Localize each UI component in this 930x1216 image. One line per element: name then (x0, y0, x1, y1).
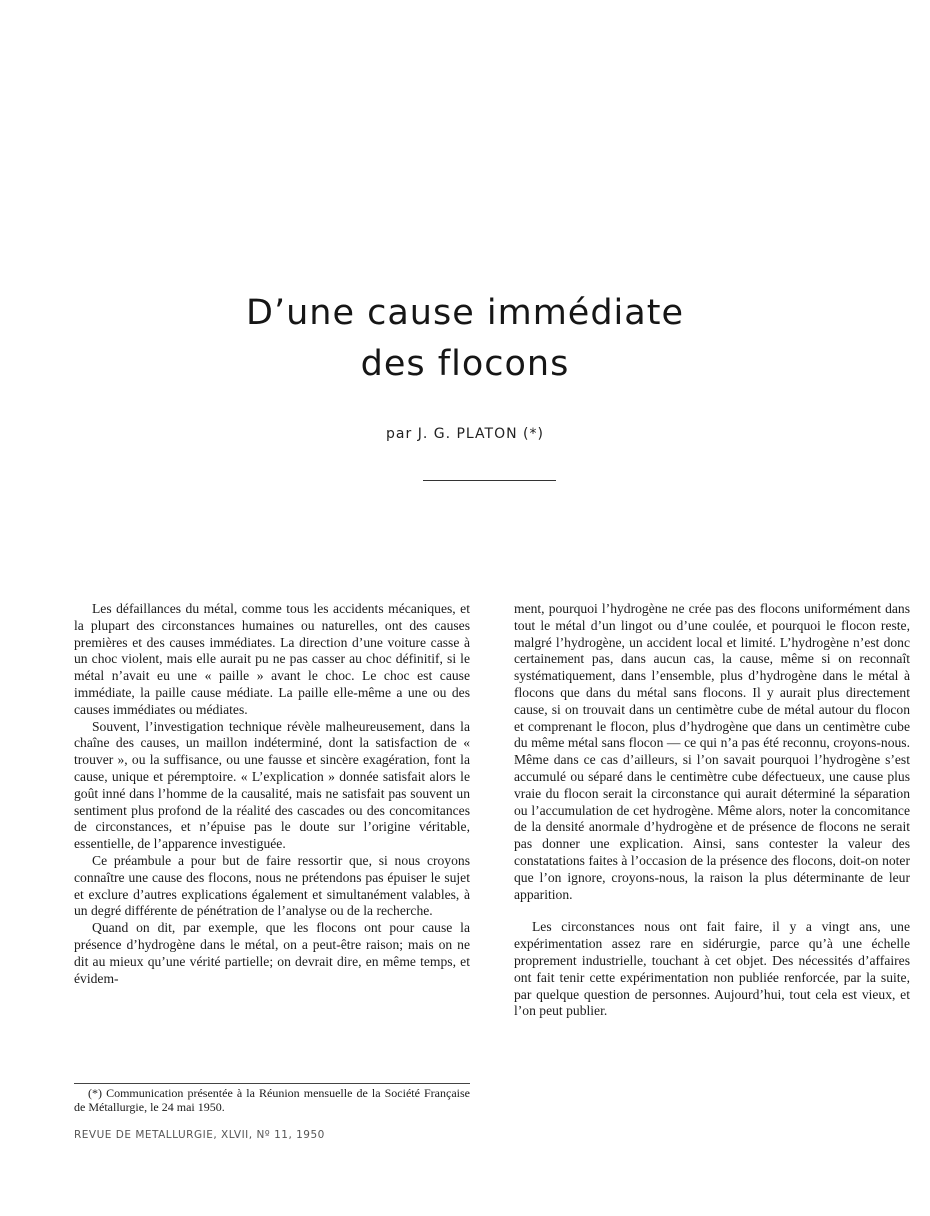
paragraph: Les défaillances du métal, comme tous les accidents mécaniques, et la plupart des circonstances humaines ou naturelles, ont des causes premières et des causes immédiates. La direction d’une voiture casse à un choc violent, mais elle aurait pu ne pas casser au choc définitif, si le métal n’avait eu une « paille » avant le choc. Le choc est cause immédiate, la paille cause médiate. La paille elle-même a une ou des causes immédiates ou médiates. (74, 601, 470, 717)
article-title (0, 288, 930, 390)
footnote (74, 1083, 470, 1114)
paragraph: Souvent, l’investigation technique révèle malheureusement, dans la chaîne des causes, un maillon indéterminé, dont la satisfaction de « trouver », ou la suffisance, ou une fausse et sincère exagération, font la cause, unique et péremptoire. « L’explication » donnée satisfait alors le goût inné dans l’homme de la causalité, mais ne satisfait pas souvent un sentiment plus profond de la réalité des cascades ou des concomitances de circonstances, et n’épuise pas le doute sur l’origine véritable, essentielle, de l’apparence investiguée. (74, 718, 470, 852)
paragraph: Les circonstances nous ont fait faire, il y a vingt ans, une expérimentation assez rare en sidérurgie, parce qu’à une échelle proprement industrielle, touchant à cet objet. Des nécessités d’affaires ont fait tenir cette expérimentation non publiée renforcée, par la suite, par quelque question de personnes. Aujourd’hui, tout cela est vieux, et l’on peut publier. (514, 919, 910, 1019)
left-column (74, 601, 470, 987)
title-line-1: D’une cause immédiate (246, 293, 684, 333)
author-byline: par J. G. PLATON (*) (386, 426, 544, 442)
title-line-2: des flocons (360, 344, 570, 384)
paragraph: Quand on dit, par exemple, que les flocons ont pour cause la présence d’hydrogène dans le métal, on a peut-être raison; mais on ne dit au mieux qu’une vérité partielle; on devrait dire, en même temps, et évidem- (74, 920, 470, 986)
paragraph: Ce préambule a pour but de faire ressortir que, si nous croyons connaître une cause des flocons, nous ne prétendons pas épuiser le sujet et exclure d’autres explications également et simultanément valables, à un degré différente de pénétration de l’analyse ou de la recherche. (74, 852, 470, 919)
paragraph: ment, pourquoi l’hydrogène ne crée pas des flocons uniformément dans tout le métal d’un lingot ou d’une coulée, et pourquoi le flocon reste, malgré l’hydrogène, un accident local et limité. L’hydrogène n’est donc certainement pas, dans aucun cas, la cause, même si on reconnaît systématiquement, dans l’ensemble, plus d’hydrogène dans le métal à flocons que dans du métal sans flocons. Il y aurait plus directement cause, si on trouvait dans un centimètre cube de métal autour du flocon et comprenant le flocon, plus d’hydrogène que dans un centimètre cube du même métal sans flocon — ce qui n’a pas été reconnu, croyons-nous. Même dans ce cas d’ailleurs, si l’on savait pourquoi l’hydrogène s’est accumulé ou séparé dans le centimètre cube défectueux, une cause plus vraie du flocon serait la circonstance qui aurait déterminé la séparation ou l’accumulation de cet hydrogène. Même alors, noter la concomitance de la densité anormale d’hydrogène et de présence de flocons ne serait pas donner une explication. Ainsi, sans contester la valeur des constatations faites à l’occasion de la présence des flocons, doit-on noter que l’on ignore, croyons-nous, la raison la plus déterminante de leur apparition. (514, 601, 910, 902)
running-footer: REVUE DE METALLURGIE, XLVII, Nº 11, 1950 (74, 1129, 325, 1141)
right-column (514, 601, 910, 1020)
footnote-text: (*) Communication présentée à la Réunion mensuelle de la Société Française de Métallurgie, le 24 mai 1950. (74, 1086, 470, 1114)
title-divider (423, 480, 556, 481)
